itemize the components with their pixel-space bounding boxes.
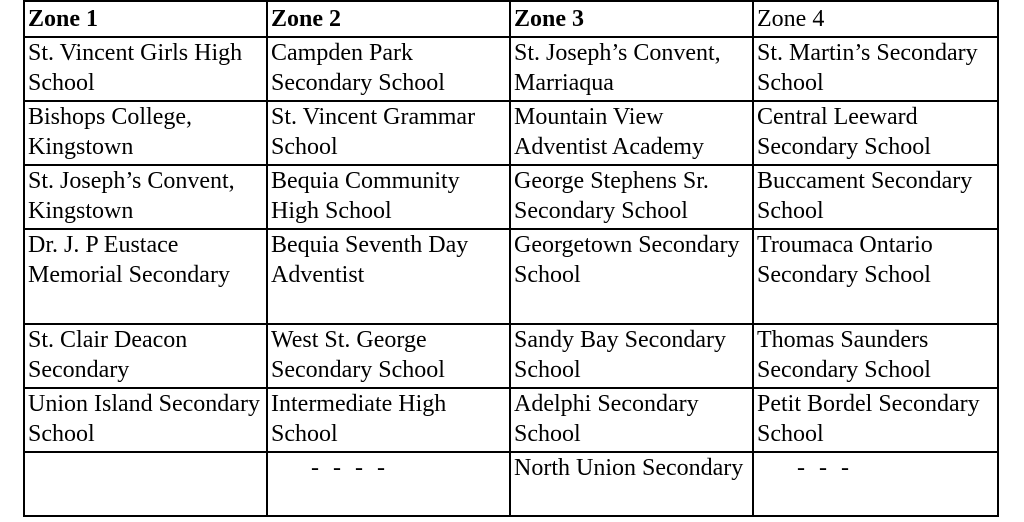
table-cell: George Stephens Sr. Secondary School <box>510 165 753 229</box>
table-cell: St. Joseph’s Convent, Kingstown <box>24 165 267 229</box>
table-row <box>24 37 998 101</box>
table-cell: North Union Secondary <box>510 452 753 516</box>
table-cell: St. Clair Deacon Secondary <box>24 324 267 388</box>
table-cell: St. Vincent Grammar School <box>267 101 510 165</box>
table-cell: Mountain View Adventist Academy <box>510 101 753 165</box>
table-row <box>24 324 998 388</box>
table-cell: Bishops College, Kingstown <box>24 101 267 165</box>
table-row <box>24 452 998 516</box>
table-cell-empty <box>24 452 267 516</box>
header-zone-1: Zone 1 <box>24 1 267 37</box>
table-cell: St. Vincent Girls High School <box>24 37 267 101</box>
table-row <box>24 165 998 229</box>
header-zone-3: Zone 3 <box>510 1 753 37</box>
table-cell-dashes <box>267 452 510 516</box>
header-zone-4: Zone 4 <box>753 1 998 37</box>
table-cell: Campden Park Secondary School <box>267 37 510 101</box>
header-zone-2: Zone 2 <box>267 1 510 37</box>
table-cell: Petit Bordel Secondary School <box>753 388 998 452</box>
table-cell: St. Martin’s Secondary School <box>753 37 998 101</box>
table-cell: Bequia Seventh Day Adventist <box>267 229 510 324</box>
zones-table <box>23 0 999 517</box>
table-cell: Intermediate High School <box>267 388 510 452</box>
dash-placeholder: - - - <box>797 455 853 481</box>
table-cell: Thomas Saunders Secondary School <box>753 324 998 388</box>
table-cell: Georgetown Secondary School <box>510 229 753 324</box>
table-cell: West St. George Secondary School <box>267 324 510 388</box>
table-cell: St. Joseph’s Convent, Marriaqua <box>510 37 753 101</box>
table-cell: Bequia Community High School <box>267 165 510 229</box>
dash-placeholder: - - - - <box>311 455 389 481</box>
table-row <box>24 229 998 324</box>
header-row <box>24 1 998 37</box>
table-cell: Central Leeward Secondary School <box>753 101 998 165</box>
table-cell: Troumaca Ontario Secondary School <box>753 229 998 324</box>
table-cell: Sandy Bay Secondary School <box>510 324 753 388</box>
table-cell: Dr. J. P Eustace Memorial Secondary <box>24 229 267 324</box>
table-row <box>24 388 998 452</box>
table-cell: Adelphi Secondary School <box>510 388 753 452</box>
table-cell: Union Island Secondary School <box>24 388 267 452</box>
table-row <box>24 101 998 165</box>
table-cell: Buccament Secondary School <box>753 165 998 229</box>
table-cell-dashes <box>753 452 998 516</box>
